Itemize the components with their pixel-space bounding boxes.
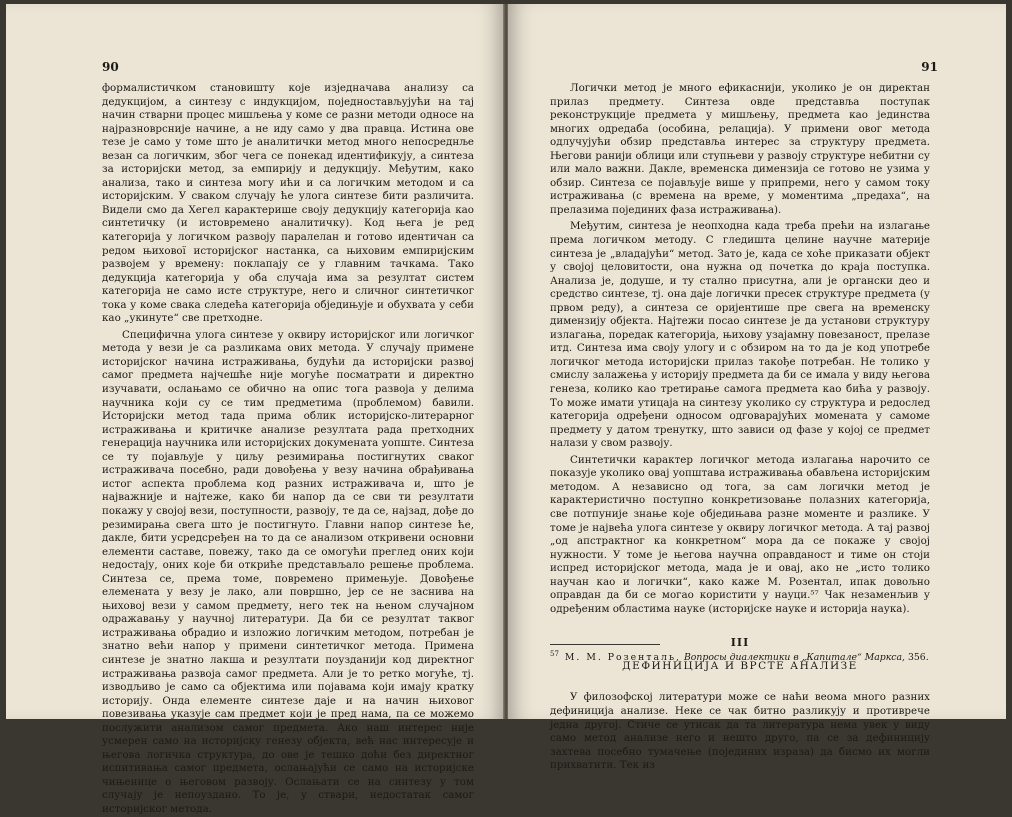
page-number-left: 90	[102, 60, 119, 74]
left-page	[6, 4, 504, 815]
paragraph: Специфична улога синтезе у оквиру историјског или логичког метода у вези је са разликама ових метода. У случају примене историјског начина истраживања, будући да историјски развој самог предмета најчешће није могуће посматрати и директно изучавати, ослањамо се обично на опис тога развоја у делима научника који су се тим предметима (проблемом) бавили. Историјски метод тада прима облик историјско-литерарног истраживања и критичке анализе резултата рада претходних генерација научника или историјских докумената уопште. Синтеза се ту појављује у циљу резимирања постигнутих сваког истраживача посебно, ради довођења у везу начина обрађивања истог аспекта проблема код разних истраживача и, што је најважније и најтеже, како би напор да се сви ти резултати покажу у својој вези, поступности, развоју, те да се, најзад, дође до резимирања свега што је постигнуто. Главни напор синтезе ће, дакле, бити усредсређен на то да се анализом откривени основни елементи саставе, повежу, тако да се омогући преглед оних који недостају, оних које би откриће представљало решење проблема. Синтеза се, према томе, повремено примењује. Довођење елемената у везу је лако, али површно, јер се не заснива на њиховој вези у самом предмету, него тек на њеном случајном одражавању у научној литератури. Да би се резултат таквог истраживања обрадио и изложио логичким методом, потребан је знатно већи напор у примени синтетичког метода. Примена синтезе је знатно лакша и резултати поузданији код директног истраживања развоја самог предмета. Али је то ретко могуће, тј. изводљиво је само са објектима или појавама који имају кратку историју. Онда елементе синтезе даје и на начин њиховог повезивања указује сам предмет који је пред нама, па се можемо послужити анализом самог предмета. Ако наш интерес није усмерен само на историјску генезу објекта, већ нас интересује и његова логичка структура, до ове је тешко доћи без директног испитивања самог предмета, ослањајући се само на историјске чињенице о његовом развоју. Ослањати се на синтезу у том случају је непоуздано. То је, у ствари, недостатак самог историјског метода.	[102, 328, 474, 815]
paragraph: Логички метод је много ефикаснији, уколико је он директан прилаз предмету. Синтеза овде представља поступак реконструкције предмета у мишљењу, предмета као јединства многих одредаба (особина, релација). У примени овог метода одлучујући обзир представља интерес за структуру предмета. Његови ранији облици или ступњеви у развоју структуре небитни су или мало важни. Дакле, временска димензија се готово не узима у обзир. Синтеза се појављује више у припреми, него у самом току истраживања (с времена на време, у моментима „предаха“, на прелазима појединих фаза истраживања).	[550, 82, 930, 216]
paragraph: У филозофској литератури може се наћи веома много разних дефиниција анализе. Неке се чак битно разликују и противрече једна другој. Стиче се утисак да та литература нема увек у виду само метод анализе него и нешто друго, па се за дефиницију захтева посебно тумачење (појединих израза) да бисмо их могли прихватити. Тек из	[550, 691, 930, 772]
section-title: ДЕФИНИЦИЈА И ВРСТЕ АНАЛИЗЕ	[622, 659, 858, 672]
paragraph: Међутим, синтеза је неопходна када треба прећи на излагање према логичком методу. С гледишта целине научне материје синтеза је „владајући“ метод. Зато је, када се хоће приказати објект у својој целовитости, она нужна од почетка до краја поступка. Анализа је, додуше, и ту стално присутна, али је органски део и средство синтезе, тј. она даје логички пресек структуре предмета (у првом реду), а синтеза се оријентише пре свега на временску димензију објекта. Најтежи посао синтезе је да установи структуру излагања, поредак категорија, њихову узајамну повезаност, прелазе итд. Синтеза има своју улогу и с обзиром на то да је код употребе логичког метода историјски прилаз такође потребан. Не толико у смислу залажења у историју предмета да би се имала у виду његова генеза, колико као третирање самога предмета као бића у развоју. То може имати утицаја на синтезу уколико су структура и редослед категорија одређени односом одговарајућих момената у самоме предмету у датом тренутку, што зависи од фазе у којој се предмет налази у свом развоју.	[550, 220, 930, 450]
footnote	[550, 648, 950, 664]
right-page-body	[550, 82, 930, 773]
paragraph: формалистичком становишту које изједначава анализу са дедукцијом, а синтезу с индукцијом, поједностављујући на тај начин стварни процес мишљења у коме се разни методи односе на најразноврсније начине, а не иду само у два правца. Истина ове тезе је само у томе што је аналитички метод много непосреднље везан са логичким, због чега се понекад идентификују, а синтеза за историјски метод, за емпирију и дедукцију. Међутим, како анализа, тако и синтеза могу ићи и са логичким методом и са историјским. У сваком случају ће улога синтезе бити различита. Видели смо да Хегел карактерише своју дедукцију категорија као синтетичку (и истовремено аналитичку). Код њега је ред категорија у логичком развоју паралелан и готово идентичан са редом њихової историјског настанка, са њиховим емпиријским развојем у времену: поклапају се у главним тачкама. Тако дедукција категорија у оба случаја има за резултат систем категорија не само исте структуре, него и сличног синтетичког тока у коме свака следећа категорија обједињује и обухвата у себи као „укинуте“ све претходне.	[102, 82, 474, 325]
footnote-author: М. М. Розенталь,	[564, 652, 681, 664]
book-spread	[6, 4, 1006, 815]
left-page-body	[102, 82, 474, 817]
right-page	[508, 4, 1006, 772]
footnote-divider	[550, 644, 660, 645]
footnote-title: Вопросы диалектики в „Капитале“ Маркса,	[683, 652, 905, 664]
paragraph: Синтетички карактер логичког метода излагања нарочито се показује уколико овај уопштава истраживања обављена историјским методом. А независно од тога, за сам логички метод је карактеристично поступно конкретизовање полазних категорија, све потпуније знање које обједињава разне моменте и разлике. У томе је највећа улога синтезе у оквиру логичког метода. А тај развој „од апстрактног ка конкретном“ мора да се покаже у својој нужности. У томе је његова научна оправданост и тиме он стоји испред историјског метода, мада је и овај, ако не „исто толико научан као и логички“, како каже М. Розентал, ипак довољно оправдан да би се могао користити у науци.⁵⁷ Чак незаменљив у одређеним областима науке (историјске науке и историја наука).	[550, 453, 930, 615]
footnote-marker: 57	[550, 650, 559, 658]
page-number-right: 91	[921, 60, 938, 74]
footnote-page: 356.	[907, 652, 929, 664]
section-numeral: III	[730, 636, 750, 650]
